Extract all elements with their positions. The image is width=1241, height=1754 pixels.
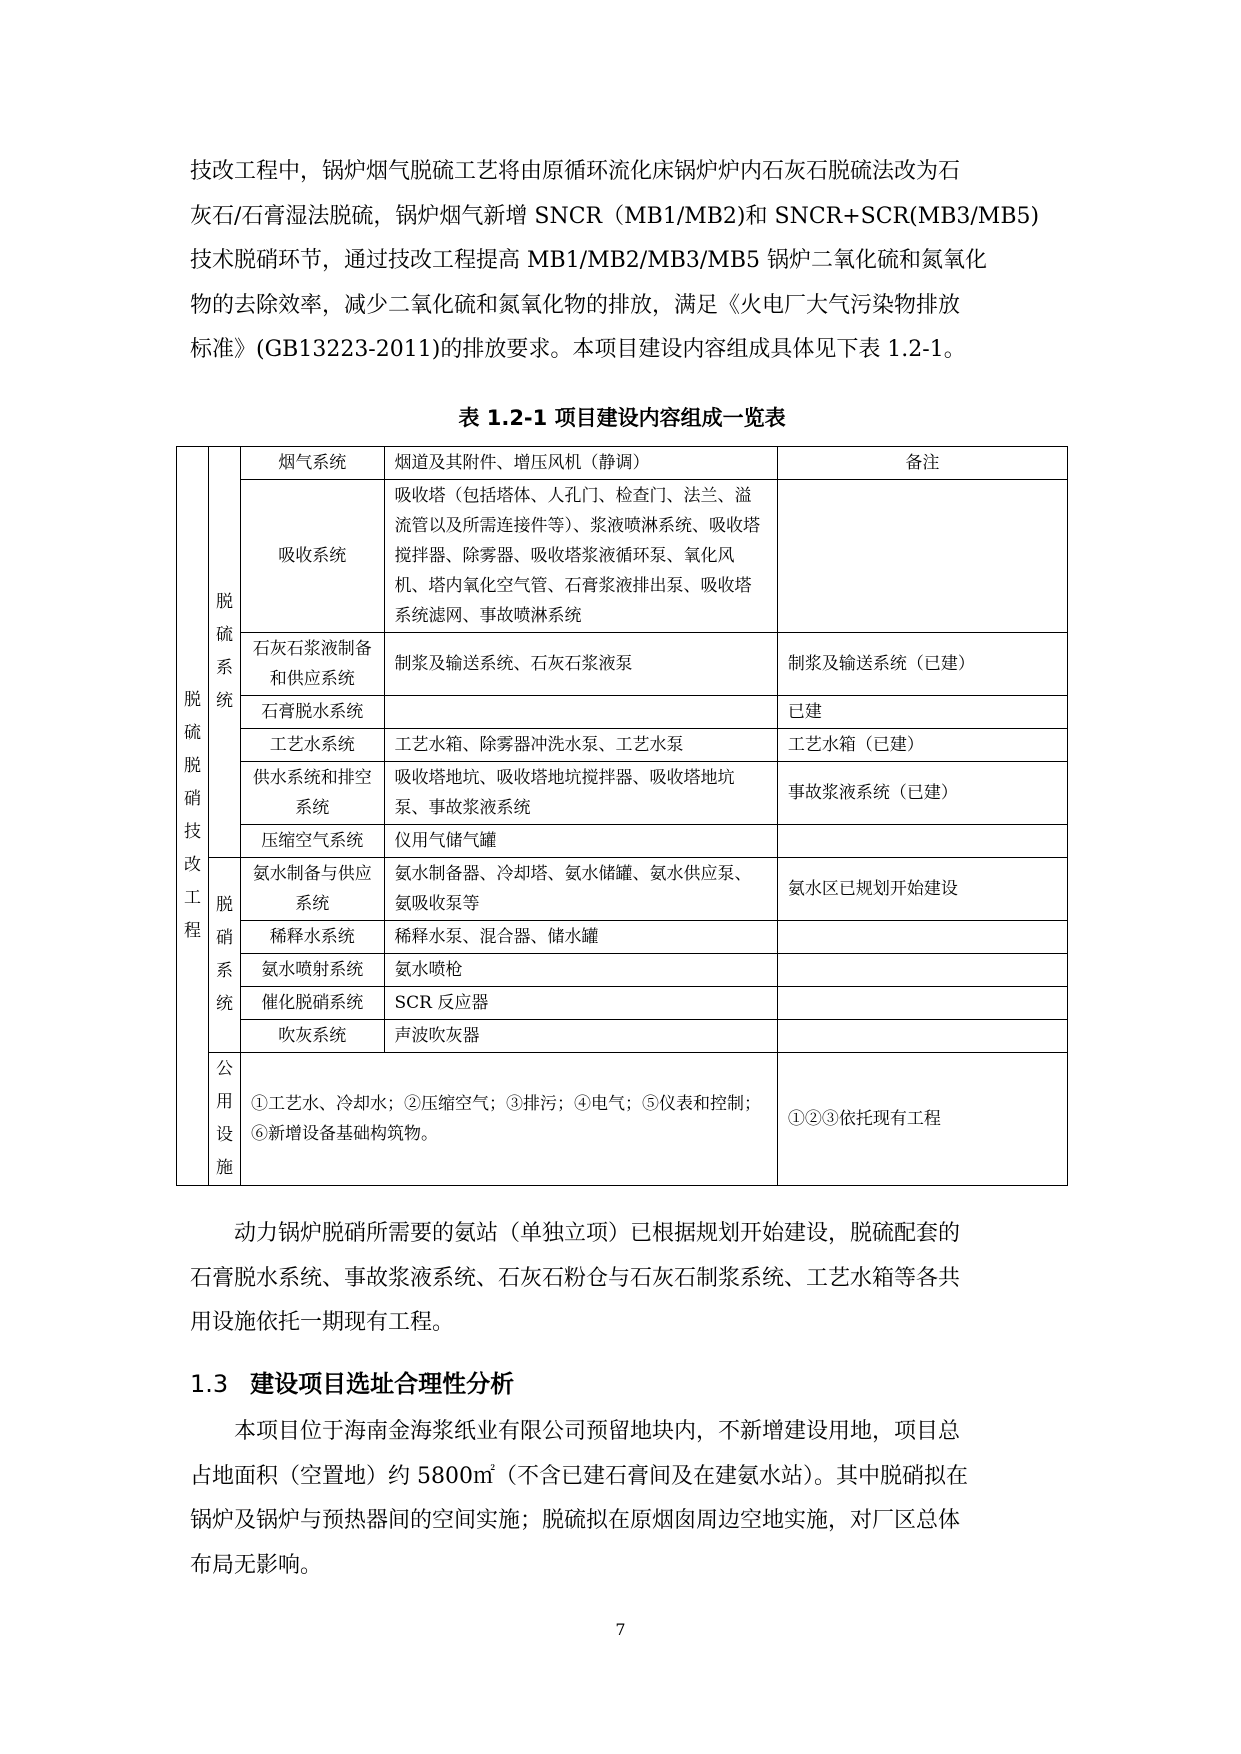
text-line: 动力锅炉脱硝所需要的氨站（单独立项）已根据规划开始建设，脱硫配套的 <box>234 1221 961 1246</box>
system-note <box>777 954 1067 987</box>
table-row <box>177 633 1068 696</box>
table-row <box>177 954 1068 987</box>
table-row <box>177 858 1068 921</box>
text-line: 技改工程中，锅炉烟气脱硫工艺将由原循环流化床锅炉炉内石灰石脱硫法改为石 <box>190 159 961 184</box>
note-header: 备注 <box>777 447 1067 480</box>
system-name: 吹灰系统 <box>241 1020 385 1053</box>
public-note: ①②③依托现有工程 <box>777 1053 1067 1186</box>
section-title: 建设项目选址合理性分析 <box>250 1370 515 1398</box>
system-name: 工艺水系统 <box>241 729 385 762</box>
system-note <box>777 480 1067 633</box>
construction-content-table <box>176 446 1068 1186</box>
intro-paragraph <box>190 150 1054 373</box>
page-number: 7 <box>615 1620 626 1639</box>
table-row <box>177 696 1068 729</box>
system-content: 吸收塔地坑、吸收塔地坑搅拌器、吸收塔地坑泵、事故浆液系统 <box>384 762 777 825</box>
category-cell: 脱硫脱硝技改工程 <box>177 447 209 1186</box>
system-note <box>777 1020 1067 1053</box>
system-content: 仪用气储气罐 <box>384 825 777 858</box>
system-note: 氨水区已规划开始建设 <box>777 858 1067 921</box>
table-row <box>177 729 1068 762</box>
table-row <box>177 762 1068 825</box>
table-row <box>177 480 1068 633</box>
text-line: 灰石/石膏湿法脱硫，锅炉烟气新增 SNCR（MB1/MB2)和 SNCR+SCR(MB3/MB5) <box>190 203 1040 229</box>
system-content: 工艺水箱、除雾器冲洗水泵、工艺水泵 <box>384 729 777 762</box>
text-line: 布局无影响。 <box>190 1552 323 1578</box>
text-line: 用设施依托一期现有工程。 <box>190 1310 455 1335</box>
system-content: 氨水喷枪 <box>384 954 777 987</box>
system-name: 稀释水系统 <box>241 921 385 954</box>
table-row <box>177 447 1068 480</box>
system-note: 制浆及输送系统（已建） <box>777 633 1067 696</box>
system-note <box>777 921 1067 954</box>
system-content: 吸收塔（包括塔体、人孔门、检查门、法兰、溢流管以及所需连接件等）、浆液喷淋系统、吸收塔搅拌器、除雾器、吸收塔浆液循环泵、氧化风机、塔内氧化空气管、石膏浆液排出泵、吸收塔系统滤网、事故喷淋系统 <box>384 480 777 633</box>
section-heading <box>190 1364 514 1399</box>
system-content: 烟道及其附件、增压风机（静调） <box>384 447 777 480</box>
system-content: 稀释水泵、混合器、储水罐 <box>384 921 777 954</box>
system-name: 吸收系统 <box>241 480 385 633</box>
text-line: 技术脱硝环节，通过技改工程提高 MB1/MB2/MB3/MB5 锅炉二氧化硫和氮氧化 <box>190 248 987 273</box>
section-number: 1.3 <box>190 1370 229 1398</box>
text-line: 标准》(GB13223-2011)的排放要求。本项目建设内容组成具体见下表 1.2-1。 <box>190 337 966 362</box>
system-note: 工艺水箱（已建） <box>777 729 1067 762</box>
system-name: 催化脱硝系统 <box>241 987 385 1020</box>
system-note <box>777 825 1067 858</box>
table-row <box>177 987 1068 1020</box>
text-line: 石膏脱水系统、事故浆液系统、石灰石粉仓与石灰石制浆系统、工艺水箱等各共 <box>190 1265 961 1291</box>
system-note: 已建 <box>777 696 1067 729</box>
system-note: 事故浆液系统（已建） <box>777 762 1067 825</box>
system-content <box>384 696 777 729</box>
desulf-label-cell: 脱硫系统 <box>209 447 241 858</box>
public-label-cell: 公用设施 <box>209 1053 241 1186</box>
denitr-label-cell: 脱硝系统 <box>209 858 241 1053</box>
table-row <box>177 1053 1068 1186</box>
system-note <box>777 987 1067 1020</box>
system-name: 石灰石浆液制备和供应系统 <box>241 633 385 696</box>
system-name: 氨水制备与供应系统 <box>241 858 385 921</box>
table-row <box>177 825 1068 858</box>
text-line: 物的去除效率，减少二氧化硫和氮氧化物的排放，满足《火电厂大气污染物排放 <box>190 292 961 318</box>
system-content: 声波吹灰器 <box>384 1020 777 1053</box>
table-row <box>177 1020 1068 1053</box>
paragraph-2 <box>190 1212 1054 1346</box>
text-line: 占地面积（空置地）约 5800㎡（不含已建石膏间及在建氨水站）。其中脱硝拟在 <box>190 1463 968 1489</box>
text-line: 锅炉及锅炉与预热器间的空间实施；脱硫拟在原烟囱周边空地实施，对厂区总体 <box>190 1508 961 1533</box>
system-content: 制浆及输送系统、石灰石浆液泵 <box>384 633 777 696</box>
system-name: 氨水喷射系统 <box>241 954 385 987</box>
paragraph-3 <box>190 1410 1054 1588</box>
table-caption: 表 1.2-1 项目建设内容组成一览表 <box>458 406 786 430</box>
system-name: 供水系统和排空系统 <box>241 762 385 825</box>
system-content: SCR 反应器 <box>384 987 777 1020</box>
public-content: ①工艺水、冷却水；②压缩空气；③排污；④电气；⑤仪表和控制；⑥新增设备基础构筑物。 <box>241 1053 778 1186</box>
text-line: 本项目位于海南金海浆纸业有限公司预留地块内，不新增建设用地，项目总 <box>234 1419 961 1444</box>
system-name: 石膏脱水系统 <box>241 696 385 729</box>
system-name: 压缩空气系统 <box>241 825 385 858</box>
system-name: 烟气系统 <box>241 447 385 480</box>
table-row <box>177 921 1068 954</box>
system-content: 氨水制备器、冷却塔、氨水储罐、氨水供应泵、氨吸收泵等 <box>384 858 777 921</box>
